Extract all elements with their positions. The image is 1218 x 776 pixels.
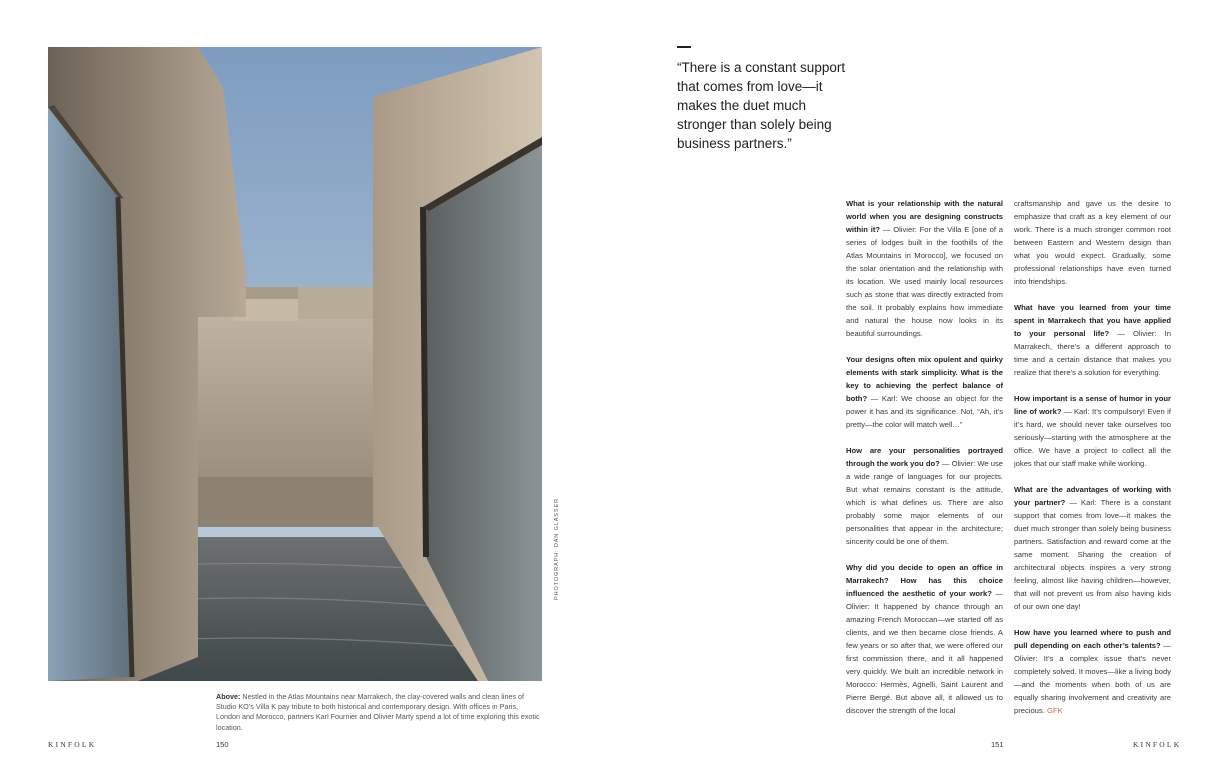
villa-courtyard-image <box>48 47 542 681</box>
photo-caption <box>216 692 542 733</box>
question: How important is a sense of humor in your line of work? <box>1014 394 1171 416</box>
question: Why did you decide to open an office in Marrakech? How has this choice influenced the aesthetic of your work? <box>846 563 1003 598</box>
footer-brand-left: KINFOLK <box>48 740 97 749</box>
interview-column-2 <box>1014 197 1171 730</box>
qa-paragraph <box>1014 301 1171 379</box>
interview-column-1 <box>846 197 1003 730</box>
qa-paragraph <box>846 561 1003 717</box>
answer: — Karl: It’s compulsory! Even if it’s hard, we should never take ourselves too seriously—starting with the atmosphere at the office. We have a project to collect all the jokes that our staff make while working. <box>1014 407 1171 468</box>
page-number-right: 151 <box>991 740 1004 749</box>
qa-paragraph <box>846 444 1003 548</box>
author-signoff: GFK <box>1046 706 1063 715</box>
qa-paragraph <box>846 197 1003 340</box>
question: How have you learned where to push and pull depending on each other’s talents? <box>1014 628 1171 650</box>
caption-text: Nestled in the Atlas Mountains near Marrakech, the clay-covered walls and clean lines of Studio KO’s Villa K pay tribute to both historical and contemporary design. With offices in Paris, London and Morocco, partners Karl Fournier and Olivier Marty spend a lot of time exploring this exotic location. <box>216 692 540 732</box>
answer: — Olivier: In Marrakech, there’s a different approach to time and a certain distance that makes you realize that there’s a solution for everything. <box>1014 329 1172 377</box>
pull-quote: “There is a constant support that comes from love—it makes the duet much stronger than solely being business partners.” <box>677 60 846 151</box>
answer: — Karl: There is a constant support that comes from love—it makes the duet much stronger than solely being business partners. Satisfaction and reward come at the same moment. Sharing the creation of architectural objects inspires a very strong feeling, almost like having children—however, that will not prevent us from also having kids of our own one day! <box>1014 498 1172 611</box>
answer: craftsmanship and gave us the desire to emphasize that craft as a key element of our work. There is a much stronger common root between Eastern and Western design than what you would expect. Gradually, some professional relationships have even turned into friendships. <box>1014 199 1171 286</box>
answer: — Olivier: It happened by chance through an amazing French Moroccan—we started off as clients, and we then became close friends. A few years or so after that, we were offered our first commission there, and it all happened very quickly. We built an incredible network in Morocco: Hermès, Agnelli, Saint Laurent and Pierre Bergé. But above all, it allowed us to discover the strength of the local <box>846 589 1003 715</box>
footer-brand-right: KINFOLK <box>1133 740 1182 749</box>
answer: — Olivier: For the Villa E [one of a series of lodges built in the foothills of the Atlas Mountains in Morocco], we focused on the solar orientation and the relationship with its location. We used mainly local resources such as stone that was directly extracted from the soil. It probably explains how immediate and natural the house now looks in its beautiful surroundings. <box>846 225 1003 338</box>
caption-label: Above: <box>216 692 241 701</box>
question: Your designs often mix opulent and quirky elements with stark simplicity. What is the key to achieving the perfect balance of both? <box>846 355 1003 403</box>
qa-paragraph <box>1014 483 1171 613</box>
pull-quote-rule <box>677 46 691 48</box>
question: What have you learned from your time spent in Marrakech that you have applied to your personal life? <box>1014 303 1171 338</box>
qa-paragraph <box>846 353 1003 431</box>
photo-credit: PHOTOGRAPH: DAN GLASSER <box>554 498 560 600</box>
answer: — Olivier: It’s a complex issue that’s never completely solved. It moves—like a living body—and the moments when both of us are equally sharing involvement and creativity are precious. <box>1014 641 1171 715</box>
question: What is your relationship with the natural world when you are designing constructs within it? <box>846 199 1003 234</box>
answer: — Karl: We choose an object for the power it has and its significance. Not, “Ah, it’s pretty—the color will match well…” <box>846 394 1003 429</box>
question: How are your personalities portrayed through the work you do? <box>846 446 1003 468</box>
qa-paragraph <box>1014 392 1171 470</box>
architecture-photo <box>48 47 542 681</box>
answer: — Olivier: We use a wide range of languages for our projects. But what remains constant is the attitude, which is what defines us. There are also probably some major elements of our personalities that appear in the architecture; sincerity could be one of them. <box>846 459 1003 546</box>
qa-paragraph <box>1014 626 1171 717</box>
qa-paragraph <box>1014 197 1171 288</box>
page-number-left: 150 <box>216 740 229 749</box>
question: What are the advantages of working with your partner? <box>1014 485 1171 507</box>
